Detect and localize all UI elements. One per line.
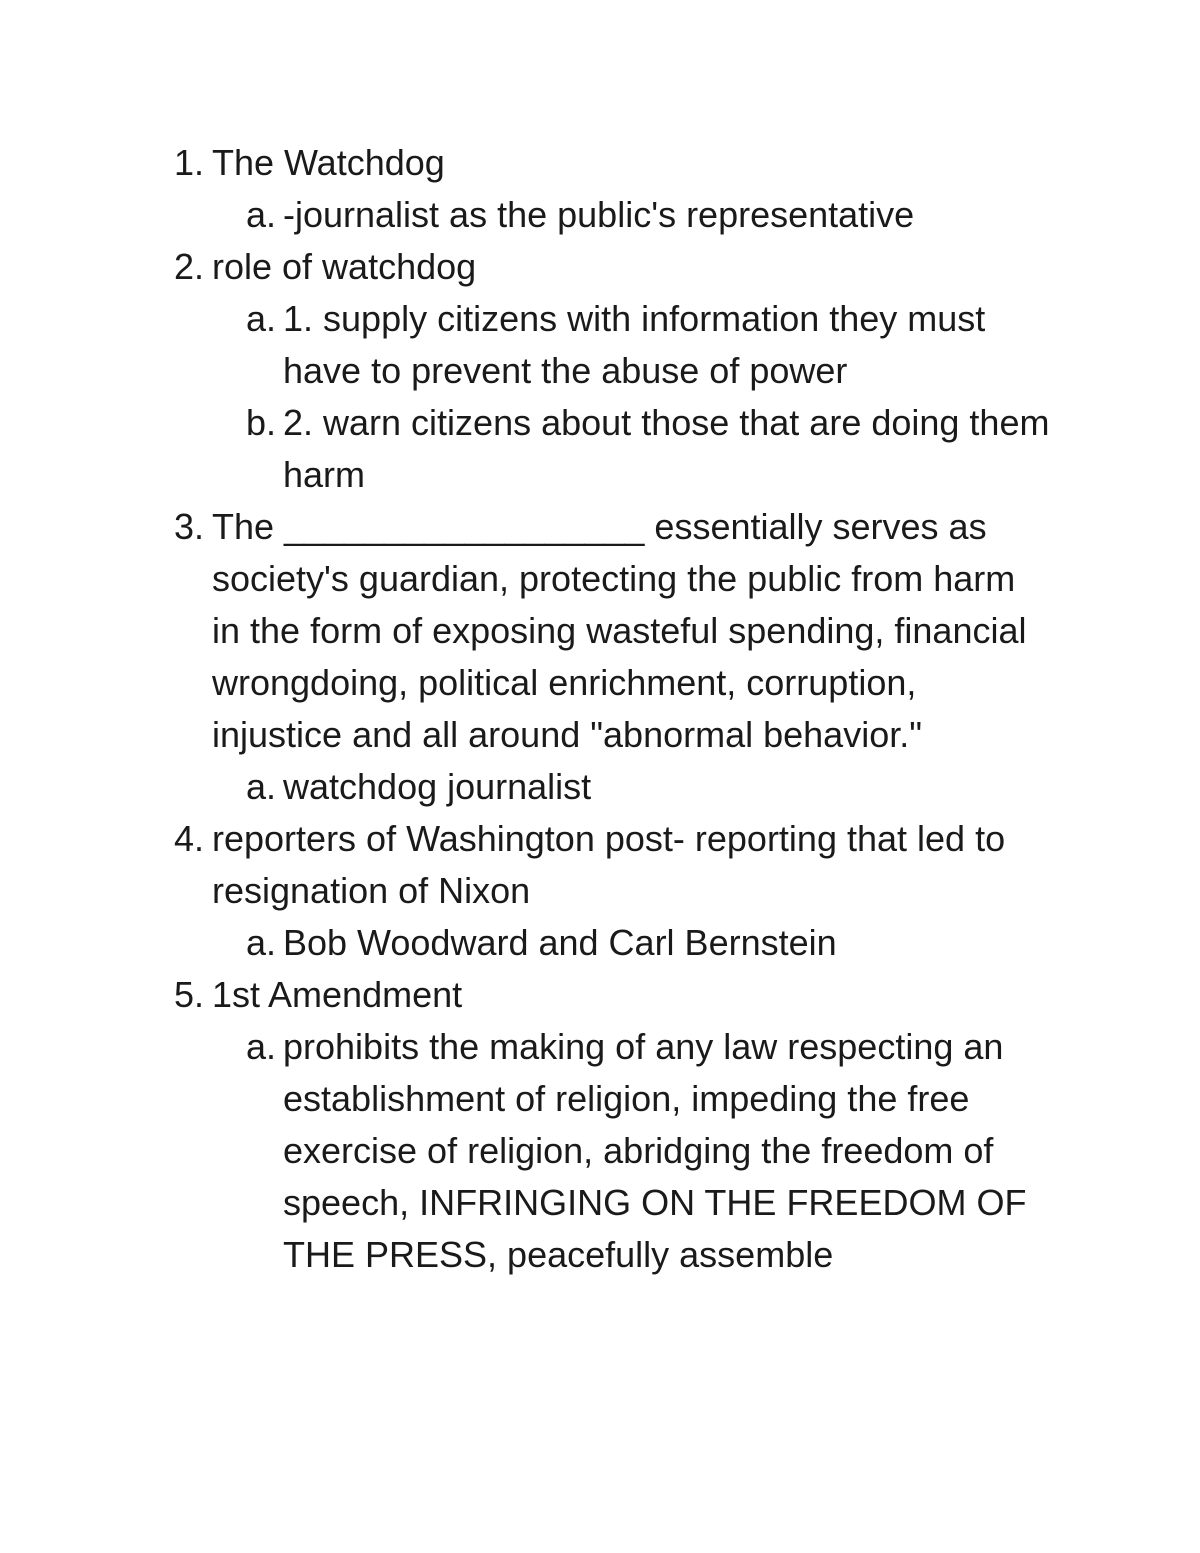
item-text: The Watchdog [212,142,445,183]
subitem-text: 1. supply citizens with information they must have to prevent the abuse of power [283,298,986,391]
outline-subitem-1a [0,189,1058,241]
item-marker: 3. [174,506,205,547]
outline-subitem-3a [0,761,1058,813]
subitem-marker: a. [246,766,277,807]
outline-subitem-4a [0,917,1058,969]
subitem-marker: a. [246,1026,277,1067]
item-text: The __________________ essentially serves as society's guardian, protecting the public from harm in the form of exposing wasteful spending, financial wrongdoing, political enrichment, corruption, injustice and all around "abnormal behavior." [212,506,1027,755]
item-marker: 1. [174,142,205,183]
item-marker: 2. [174,246,205,287]
subitem-text: 2. warn citizens about those that are doing them harm [283,402,1050,495]
outline-item-2 [0,241,1052,293]
subitem-text: Bob Woodward and Carl Bernstein [283,922,837,963]
outline-item-5 [0,969,1052,1021]
subitem-marker: a. [246,298,277,339]
subitem-marker: a. [246,922,277,963]
item-text: role of watchdog [212,246,477,287]
outline-subitem-5a [0,1021,1058,1281]
subitem-text: watchdog journalist [283,766,592,807]
subitem-marker: b. [246,402,277,443]
outline-item-1 [0,137,1052,189]
outline-item-3 [0,501,1052,761]
outline-subitem-2a [0,293,1058,397]
item-text: reporters of Washington post- reporting that led to resignation of Nixon [212,818,1006,911]
subitem-text: -journalist as the public's representative [283,194,915,235]
outline-item-4 [0,813,1052,917]
item-marker: 5. [174,974,205,1015]
item-marker: 4. [174,818,205,859]
item-text: 1st Amendment [212,974,463,1015]
outline-subitem-2b [0,397,1058,501]
subitem-text: prohibits the making of any law respecting an establishment of religion, impeding the free exercise of religion, abridging the freedom of speech, INFRINGING ON THE FREEDOM OF THE PRESS, peacefully assemble [283,1026,1027,1275]
outline-list [0,137,1200,1281]
subitem-marker: a. [246,194,277,235]
